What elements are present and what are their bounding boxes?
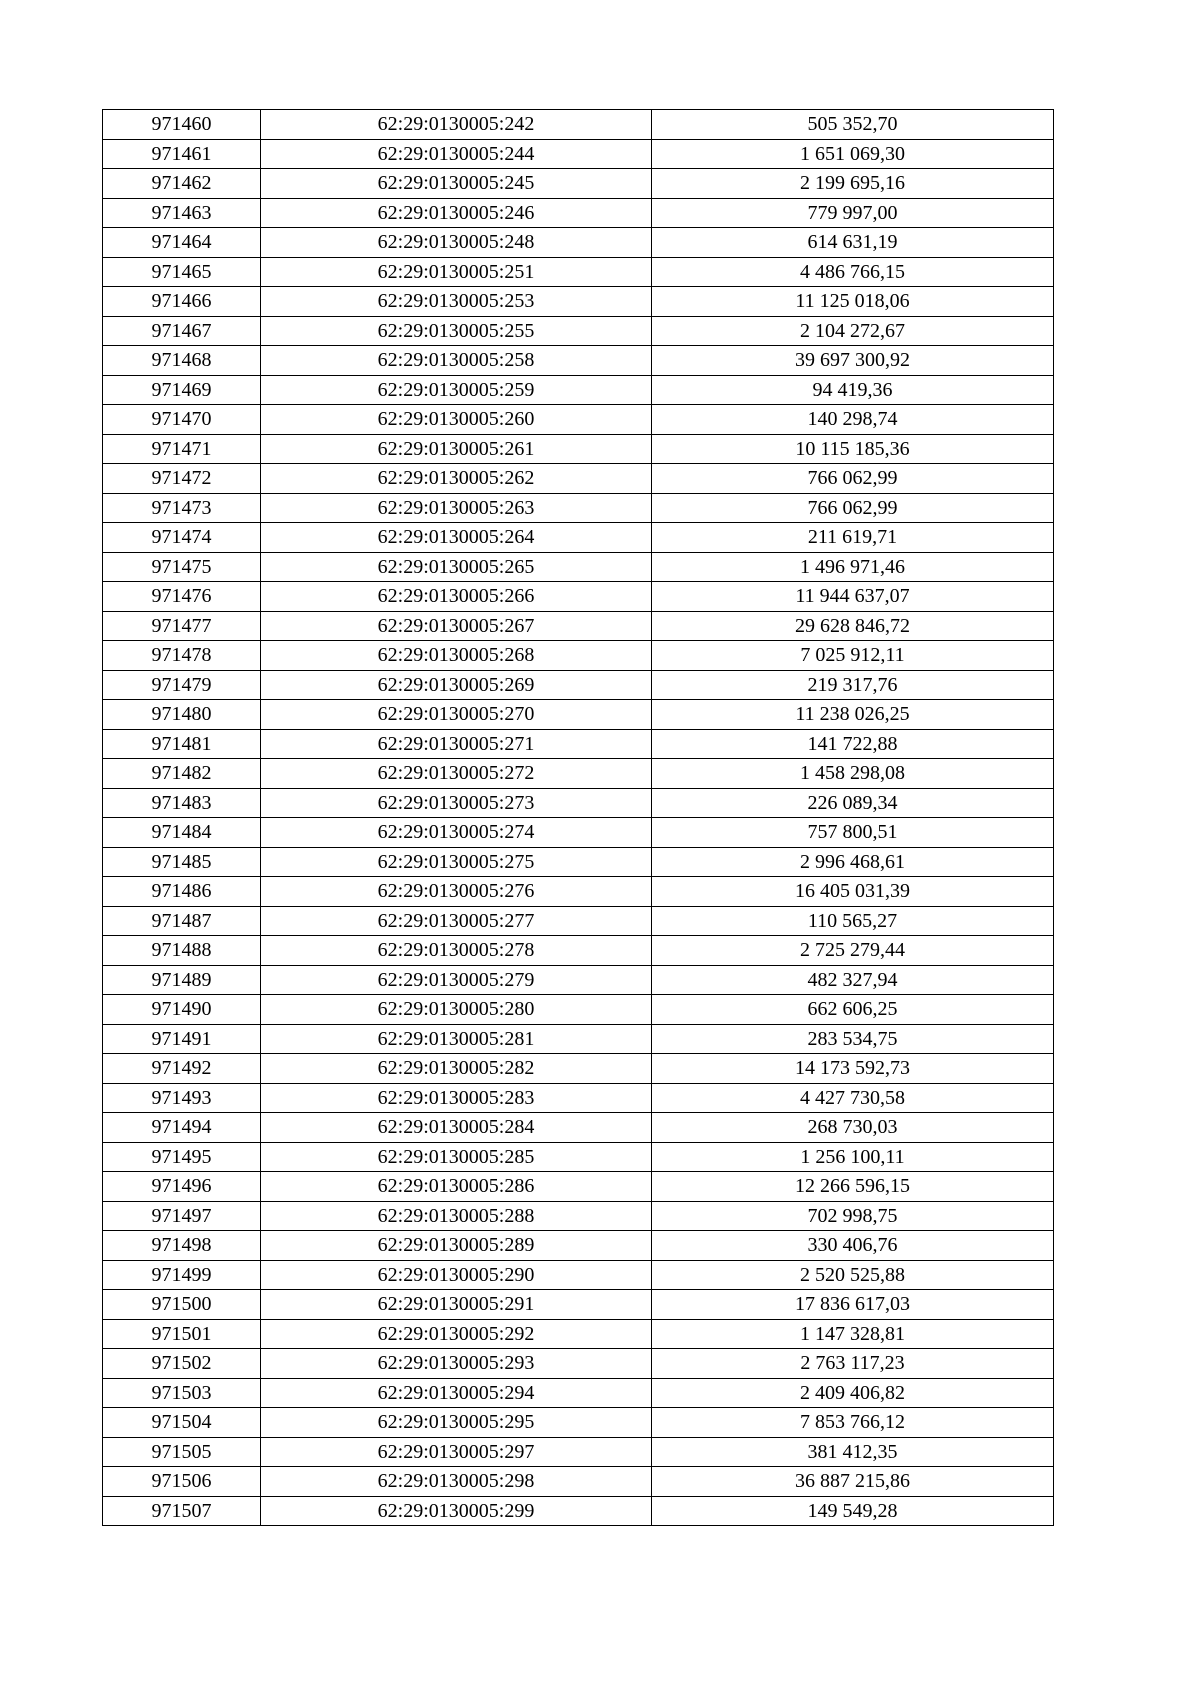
cadastral-number-cell: 62:29:0130005:274 — [261, 818, 652, 848]
table-row — [103, 1349, 1054, 1379]
table-row — [103, 847, 1054, 877]
value-cell: 14 173 592,73 — [652, 1054, 1054, 1084]
value-cell: 17 836 617,03 — [652, 1290, 1054, 1320]
cadastral-number-cell: 62:29:0130005:297 — [261, 1437, 652, 1467]
cadastral-number-cell: 62:29:0130005:282 — [261, 1054, 652, 1084]
row-number-cell: 971465 — [103, 257, 261, 287]
row-number-cell: 971461 — [103, 139, 261, 169]
row-number-cell: 971502 — [103, 1349, 261, 1379]
row-number-cell: 971471 — [103, 434, 261, 464]
cadastral-number-cell: 62:29:0130005:285 — [261, 1142, 652, 1172]
row-number-cell: 971506 — [103, 1467, 261, 1497]
cadastral-number-cell: 62:29:0130005:269 — [261, 670, 652, 700]
table-row — [103, 169, 1054, 199]
cadastral-number-cell: 62:29:0130005:259 — [261, 375, 652, 405]
table-row — [103, 759, 1054, 789]
cadastral-number-cell: 62:29:0130005:290 — [261, 1260, 652, 1290]
row-number-cell: 971466 — [103, 287, 261, 317]
row-number-cell: 971475 — [103, 552, 261, 582]
table-row — [103, 1201, 1054, 1231]
cadastral-number-cell: 62:29:0130005:299 — [261, 1496, 652, 1526]
row-number-cell: 971497 — [103, 1201, 261, 1231]
table-row — [103, 1054, 1054, 1084]
table-row — [103, 552, 1054, 582]
cadastral-number-cell: 62:29:0130005:289 — [261, 1231, 652, 1261]
value-cell: 766 062,99 — [652, 464, 1054, 494]
value-cell: 330 406,76 — [652, 1231, 1054, 1261]
row-number-cell: 971467 — [103, 316, 261, 346]
row-number-cell: 971479 — [103, 670, 261, 700]
value-cell: 283 534,75 — [652, 1024, 1054, 1054]
value-cell: 4 427 730,58 — [652, 1083, 1054, 1113]
cadastral-number-cell: 62:29:0130005:288 — [261, 1201, 652, 1231]
value-cell: 16 405 031,39 — [652, 877, 1054, 907]
table-row — [103, 729, 1054, 759]
table-row — [103, 700, 1054, 730]
value-cell: 12 266 596,15 — [652, 1172, 1054, 1202]
value-cell: 268 730,03 — [652, 1113, 1054, 1143]
row-number-cell: 971500 — [103, 1290, 261, 1320]
table-row — [103, 818, 1054, 848]
value-cell: 381 412,35 — [652, 1437, 1054, 1467]
table-row — [103, 1172, 1054, 1202]
row-number-cell: 971481 — [103, 729, 261, 759]
cadastral-number-cell: 62:29:0130005:283 — [261, 1083, 652, 1113]
cadastral-number-cell: 62:29:0130005:276 — [261, 877, 652, 907]
row-number-cell: 971478 — [103, 641, 261, 671]
value-cell: 11 125 018,06 — [652, 287, 1054, 317]
table-row — [103, 228, 1054, 258]
cadastral-number-cell: 62:29:0130005:280 — [261, 995, 652, 1025]
value-cell: 39 697 300,92 — [652, 346, 1054, 376]
table-row — [103, 1083, 1054, 1113]
row-number-cell: 971489 — [103, 965, 261, 995]
value-cell: 149 549,28 — [652, 1496, 1054, 1526]
cadastral-number-cell: 62:29:0130005:270 — [261, 700, 652, 730]
row-number-cell: 971491 — [103, 1024, 261, 1054]
table-row — [103, 965, 1054, 995]
value-cell: 226 089,34 — [652, 788, 1054, 818]
row-number-cell: 971460 — [103, 110, 261, 140]
row-number-cell: 971480 — [103, 700, 261, 730]
cadastral-number-cell: 62:29:0130005:262 — [261, 464, 652, 494]
cadastral-number-cell: 62:29:0130005:246 — [261, 198, 652, 228]
cadastral-number-cell: 62:29:0130005:272 — [261, 759, 652, 789]
cadastral-number-cell: 62:29:0130005:260 — [261, 405, 652, 435]
cadastral-number-cell: 62:29:0130005:255 — [261, 316, 652, 346]
cadastral-number-cell: 62:29:0130005:264 — [261, 523, 652, 553]
table-row — [103, 1142, 1054, 1172]
table-row — [103, 1113, 1054, 1143]
value-cell: 482 327,94 — [652, 965, 1054, 995]
table-row — [103, 788, 1054, 818]
table-row — [103, 1290, 1054, 1320]
row-number-cell: 971493 — [103, 1083, 261, 1113]
value-cell: 2 996 468,61 — [652, 847, 1054, 877]
table-row — [103, 346, 1054, 376]
value-cell: 11 944 637,07 — [652, 582, 1054, 612]
value-cell: 1 147 328,81 — [652, 1319, 1054, 1349]
value-cell: 219 317,76 — [652, 670, 1054, 700]
cadastral-number-cell: 62:29:0130005:261 — [261, 434, 652, 464]
row-number-cell: 971483 — [103, 788, 261, 818]
table-row — [103, 493, 1054, 523]
row-number-cell: 971496 — [103, 1172, 261, 1202]
row-number-cell: 971470 — [103, 405, 261, 435]
table-row — [103, 877, 1054, 907]
value-cell: 614 631,19 — [652, 228, 1054, 258]
value-cell: 94 419,36 — [652, 375, 1054, 405]
value-cell: 1 256 100,11 — [652, 1142, 1054, 1172]
value-cell: 779 997,00 — [652, 198, 1054, 228]
table-row — [103, 1260, 1054, 1290]
row-number-cell: 971498 — [103, 1231, 261, 1261]
value-cell: 7 853 766,12 — [652, 1408, 1054, 1438]
row-number-cell: 971495 — [103, 1142, 261, 1172]
value-cell: 505 352,70 — [652, 110, 1054, 140]
row-number-cell: 971486 — [103, 877, 261, 907]
row-number-cell: 971487 — [103, 906, 261, 936]
value-cell: 110 565,27 — [652, 906, 1054, 936]
cadastral-number-cell: 62:29:0130005:275 — [261, 847, 652, 877]
cadastral-value-table — [102, 109, 1054, 1526]
table-row — [103, 1437, 1054, 1467]
row-number-cell: 971472 — [103, 464, 261, 494]
value-cell: 1 651 069,30 — [652, 139, 1054, 169]
row-number-cell: 971462 — [103, 169, 261, 199]
value-cell: 2 104 272,67 — [652, 316, 1054, 346]
value-cell: 36 887 215,86 — [652, 1467, 1054, 1497]
value-cell: 7 025 912,11 — [652, 641, 1054, 671]
row-number-cell: 971505 — [103, 1437, 261, 1467]
row-number-cell: 971464 — [103, 228, 261, 258]
value-cell: 140 298,74 — [652, 405, 1054, 435]
cadastral-number-cell: 62:29:0130005:278 — [261, 936, 652, 966]
row-number-cell: 971492 — [103, 1054, 261, 1084]
table-row — [103, 110, 1054, 140]
table-row — [103, 198, 1054, 228]
cadastral-number-cell: 62:29:0130005:277 — [261, 906, 652, 936]
cadastral-number-cell: 62:29:0130005:293 — [261, 1349, 652, 1379]
table-row — [103, 641, 1054, 671]
cadastral-number-cell: 62:29:0130005:271 — [261, 729, 652, 759]
row-number-cell: 971477 — [103, 611, 261, 641]
table-row — [103, 1319, 1054, 1349]
value-cell: 757 800,51 — [652, 818, 1054, 848]
value-cell: 2 409 406,82 — [652, 1378, 1054, 1408]
cadastral-number-cell: 62:29:0130005:242 — [261, 110, 652, 140]
value-cell: 702 998,75 — [652, 1201, 1054, 1231]
cadastral-number-cell: 62:29:0130005:284 — [261, 1113, 652, 1143]
cadastral-number-cell: 62:29:0130005:266 — [261, 582, 652, 612]
table-row — [103, 523, 1054, 553]
cadastral-number-cell: 62:29:0130005:286 — [261, 1172, 652, 1202]
row-number-cell: 971504 — [103, 1408, 261, 1438]
table-row — [103, 375, 1054, 405]
cadastral-number-cell: 62:29:0130005:245 — [261, 169, 652, 199]
cadastral-number-cell: 62:29:0130005:268 — [261, 641, 652, 671]
cadastral-number-cell: 62:29:0130005:292 — [261, 1319, 652, 1349]
cadastral-number-cell: 62:29:0130005:291 — [261, 1290, 652, 1320]
cadastral-number-cell: 62:29:0130005:263 — [261, 493, 652, 523]
row-number-cell: 971501 — [103, 1319, 261, 1349]
table-row — [103, 936, 1054, 966]
value-cell: 211 619,71 — [652, 523, 1054, 553]
row-number-cell: 971474 — [103, 523, 261, 553]
cadastral-number-cell: 62:29:0130005:295 — [261, 1408, 652, 1438]
cadastral-number-cell: 62:29:0130005:258 — [261, 346, 652, 376]
table-row — [103, 670, 1054, 700]
row-number-cell: 971507 — [103, 1496, 261, 1526]
row-number-cell: 971469 — [103, 375, 261, 405]
value-cell: 11 238 026,25 — [652, 700, 1054, 730]
row-number-cell: 971468 — [103, 346, 261, 376]
cadastral-number-cell: 62:29:0130005:248 — [261, 228, 652, 258]
value-cell: 1 458 298,08 — [652, 759, 1054, 789]
table-row — [103, 434, 1054, 464]
value-cell: 662 606,25 — [652, 995, 1054, 1025]
table-row — [103, 995, 1054, 1025]
row-number-cell: 971473 — [103, 493, 261, 523]
row-number-cell: 971482 — [103, 759, 261, 789]
table-body — [103, 110, 1054, 1526]
table-row — [103, 405, 1054, 435]
row-number-cell: 971485 — [103, 847, 261, 877]
row-number-cell: 971488 — [103, 936, 261, 966]
value-cell: 29 628 846,72 — [652, 611, 1054, 641]
table-row — [103, 1024, 1054, 1054]
table-row — [103, 1378, 1054, 1408]
cadastral-number-cell: 62:29:0130005:281 — [261, 1024, 652, 1054]
value-cell: 141 722,88 — [652, 729, 1054, 759]
value-cell: 2 763 117,23 — [652, 1349, 1054, 1379]
value-cell: 10 115 185,36 — [652, 434, 1054, 464]
row-number-cell: 971476 — [103, 582, 261, 612]
row-number-cell: 971484 — [103, 818, 261, 848]
row-number-cell: 971503 — [103, 1378, 261, 1408]
row-number-cell: 971463 — [103, 198, 261, 228]
value-cell: 2 199 695,16 — [652, 169, 1054, 199]
cadastral-number-cell: 62:29:0130005:244 — [261, 139, 652, 169]
value-cell: 766 062,99 — [652, 493, 1054, 523]
cadastral-number-cell: 62:29:0130005:294 — [261, 1378, 652, 1408]
cadastral-number-cell: 62:29:0130005:279 — [261, 965, 652, 995]
cadastral-number-cell: 62:29:0130005:267 — [261, 611, 652, 641]
row-number-cell: 971499 — [103, 1260, 261, 1290]
table-row — [103, 1496, 1054, 1526]
value-cell: 4 486 766,15 — [652, 257, 1054, 287]
table-row — [103, 611, 1054, 641]
cadastral-number-cell: 62:29:0130005:251 — [261, 257, 652, 287]
value-cell: 2 725 279,44 — [652, 936, 1054, 966]
cadastral-number-cell: 62:29:0130005:265 — [261, 552, 652, 582]
value-cell: 1 496 971,46 — [652, 552, 1054, 582]
cadastral-number-cell: 62:29:0130005:273 — [261, 788, 652, 818]
table-row — [103, 316, 1054, 346]
table-row — [103, 582, 1054, 612]
cadastral-number-cell: 62:29:0130005:253 — [261, 287, 652, 317]
table-row — [103, 287, 1054, 317]
table-row — [103, 1467, 1054, 1497]
table-row — [103, 464, 1054, 494]
table-row — [103, 257, 1054, 287]
table-row — [103, 139, 1054, 169]
table-row — [103, 906, 1054, 936]
row-number-cell: 971490 — [103, 995, 261, 1025]
row-number-cell: 971494 — [103, 1113, 261, 1143]
value-cell: 2 520 525,88 — [652, 1260, 1054, 1290]
table-row — [103, 1231, 1054, 1261]
cadastral-number-cell: 62:29:0130005:298 — [261, 1467, 652, 1497]
table-row — [103, 1408, 1054, 1438]
